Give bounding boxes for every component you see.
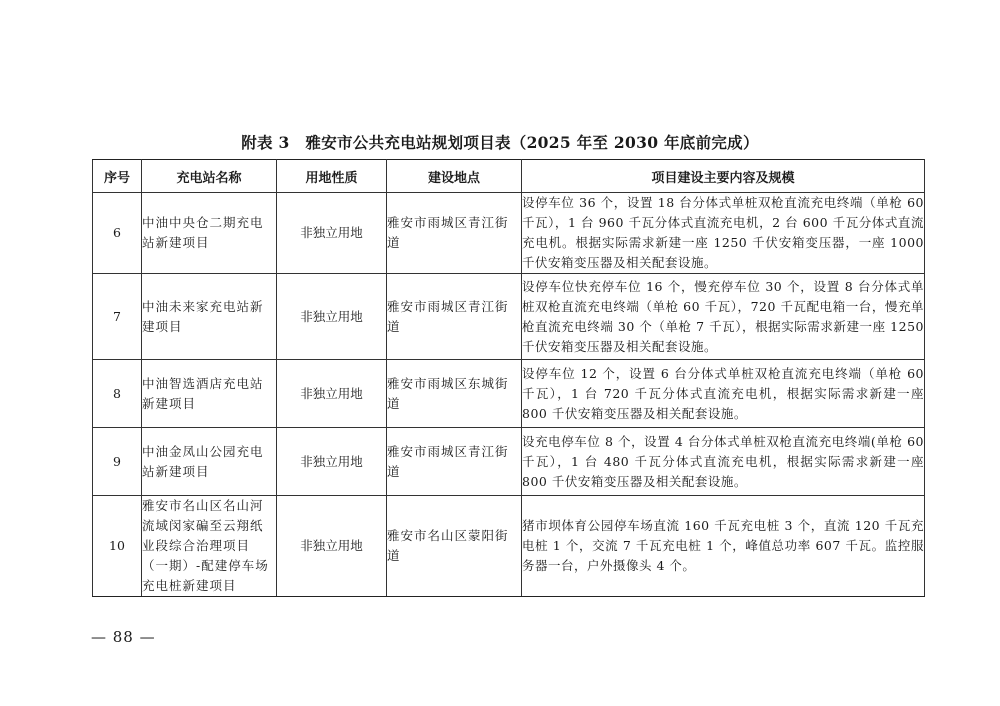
row-content: 设停车位 36 个，设置 18 台分体式单桩双枪直流充电终端（单枪 60 千瓦），1 台 960 千瓦分体式直流充电机，2 台 600 千瓦分体式直流充电机。根据实际需求新建一座 1250 千伏安箱变压器，一座 1000 千伏安箱变压器及相关配套设施。 [522, 193, 925, 274]
row-seq: 7 [93, 274, 142, 360]
header-content: 项目建设主要内容及规模 [522, 160, 925, 193]
row-station-name: 中油中央仓二期充电站新建项目 [142, 193, 277, 274]
row-content: 设停车位快充停车位 16 个，慢充停车位 30 个，设置 8 台分体式单桩双枪直流充电终端（单枪 60 千瓦），720 千瓦配电箱一台，慢充单枪直流充电终端 30 个（单枪 7 千瓦），根据实际需求新建一座 1250 千伏安箱变压器及相关配套设施。 [522, 274, 925, 360]
table-header-row [93, 160, 925, 193]
table-row [93, 360, 925, 428]
row-station-name: 雅安市名山区名山河流域闵家碥至云翔纸业段综合治理项目（一期）-配建停车场充电桩新建项目 [142, 496, 277, 597]
row-seq: 9 [93, 428, 142, 496]
row-seq: 8 [93, 360, 142, 428]
row-seq: 10 [93, 496, 142, 597]
table-row [93, 193, 925, 274]
row-location: 雅安市名山区蒙阳街道 [387, 496, 522, 597]
row-station-name: 中油未来家充电站新建项目 [142, 274, 277, 360]
row-station-name: 中油智选酒店充电站新建项目 [142, 360, 277, 428]
row-location: 雅安市雨城区青江街道 [387, 274, 522, 360]
row-land-type: 非独立用地 [277, 274, 387, 360]
row-land-type: 非独立用地 [277, 360, 387, 428]
row-location: 雅安市雨城区东城街道 [387, 360, 522, 428]
table-row [93, 496, 925, 597]
row-seq: 6 [93, 193, 142, 274]
header-station-name: 充电站名称 [142, 160, 277, 193]
page-number: — 88 — [91, 628, 156, 646]
row-content: 设充电停车位 8 个，设置 4 台分体式单桩双枪直流充电终端(单枪 60 千瓦），1 台 480 千瓦分体式直流充电机，根据实际需求新建一座 800 千伏安箱变压器及相关配套设施。 [522, 428, 925, 496]
header-land-type: 用地性质 [277, 160, 387, 193]
row-land-type: 非独立用地 [277, 193, 387, 274]
document-title: 附表 3 雅安市公共充电站规划项目表（2025 年至 2030 年底前完成） [241, 133, 759, 152]
header-seq: 序号 [93, 160, 142, 193]
row-land-type: 非独立用地 [277, 428, 387, 496]
header-location: 建设地点 [387, 160, 522, 193]
row-location: 雅安市雨城区青江街道 [387, 428, 522, 496]
row-land-type: 非独立用地 [277, 496, 387, 597]
row-station-name: 中油金凤山公园充电站新建项目 [142, 428, 277, 496]
row-location: 雅安市雨城区青江街道 [387, 193, 522, 274]
table-row [93, 428, 925, 496]
row-content: 猪市坝体育公园停车场直流 160 千瓦充电桩 3 个，直流 120 千瓦充电桩 1 个，交流 7 千瓦充电桩 1 个，峰值总功率 607 千瓦。监控服务器一台，户外摄像头 4 个。 [522, 496, 925, 597]
charging-station-plan-table [92, 159, 925, 597]
row-content: 设停车位 12 个，设置 6 台分体式单桩双枪直流充电终端（单枪 60 千瓦），1 台 720 千瓦分体式直流充电机，根据实际需求新建一座 800 千伏安箱变压器及相关配套设施。 [522, 360, 925, 428]
table-row [93, 274, 925, 360]
